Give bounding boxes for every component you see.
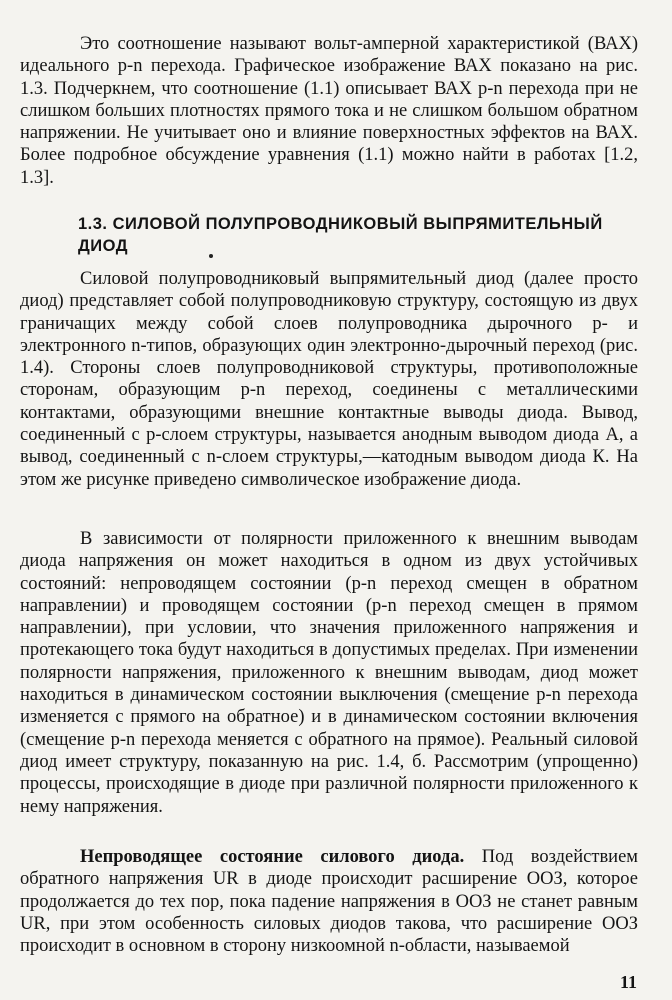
paragraph-diode-states: В зависимости от полярности приложенного к внешним выводам диода напряжения он может находиться в одном из двух устойчивых состояний: непроводящем состоянии (p-n переход смещен в обратном направлении) и проводящем состоянии (p-n переход смещен в прямом направлении), при условии, что значения приложенного напряжения и протекающего тока будут находиться в допустимых пределах. При изменении полярности напряжения, приложенного к внешним выводам, диод может находиться в динамическом состоянии выключения (смещение p-n перехода изменяется с прямого на обратное) и в динамическом состоянии включения (смещение p-n перехода меняется с обратного на прямое). Реальный силовой диод имеет структуру, показанную на рис. 1.4, б. Рассмотрим (упрощенно) процессы, происходящие в диоде при различной полярности приложенного к нему напряжения.: [20, 529, 638, 817]
paragraph-diode-definition: Силовой полупроводниковый выпрямительный диод (далее просто диод) представляет собой полупроводниковую структуру, состоящую из двух граничащих между собой слоев полупроводника дырочного p- и электронного n-типов, образующих один электронно-дырочный переход (рис. 1.4). Стороны слоев полупроводниковой структуры, противоположные сторонам, образующим p-n переход, соединены с металлическими контактами, образующими внешние контактные выводы диода. Вывод, соединенный с p-слоем структуры, называется анодным выводом диода А, а вывод, соединенный с n-слоем структуры,—катодным выводом диода К. На этом же рисунке приведено символическое изображение диода.: [20, 269, 638, 490]
paragraph-blocking-state: [20, 846, 638, 957]
paragraph-blocking-text: Под воздействием обратного напряжения UR в диоде происходит расширение ООЗ, которое продолжается до тех пор, пока падение напряжения в ООЗ не станет равным UR, при этом особенность силовых диодов такова, что расширение ООЗ происходит в основном в сторону низкоомной n-области, называемой: [20, 847, 638, 957]
print-speck: [209, 254, 213, 258]
paragraph-vax: Это соотношение называют вольт-амперной характеристикой (ВАХ) идеального p-n перехода. Графическое изображение ВАХ показано на рис. 1.3. Подчеркнем, что соотношение (1.1) описывает ВАХ p-n перехода при не слишком больших плотностях прямого тока и не слишком большом обратном напряжении. Не учитывает оно и влияние поверхностных эффектов на ВАХ. Более подробное обсуждение уравнения (1.1) можно найти в работах [1.2, 1.3].: [20, 34, 638, 188]
page-number: 11: [620, 972, 638, 992]
section-heading: 1.3. СИЛОВОЙ ПОЛУПРОВОДНИКОВЫЙ ВЫПРЯМИТЕЛЬНЫЙ ДИОД: [78, 215, 603, 255]
runin-heading: Непроводящее состояние силового диода.: [80, 847, 465, 867]
